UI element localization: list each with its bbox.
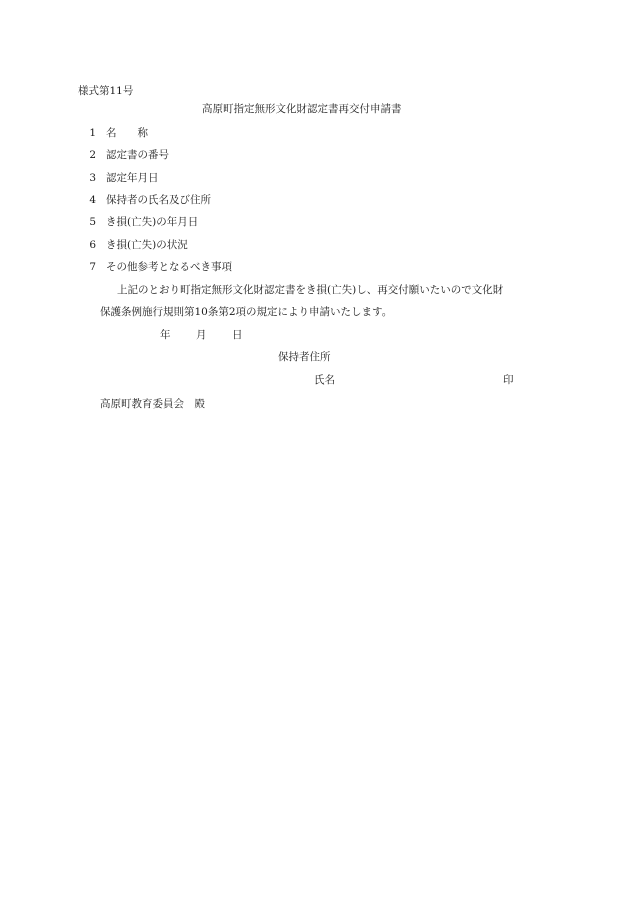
item-number: 6 — [89, 239, 96, 251]
item-label: 保持者の氏名及び住所 — [106, 194, 211, 206]
item-number: 3 — [89, 172, 96, 184]
date-year-label: 年 — [160, 329, 171, 341]
date-month-label: 月 — [196, 329, 207, 341]
item-number: 2 — [89, 149, 96, 161]
item-label: 名 称 — [106, 127, 148, 139]
body-text-line-1: 上記のとおり町指定無形文化財認定書をき損(亡失)し、再交付願いたいので文化財 — [117, 284, 504, 296]
item-label: 認定年月日 — [106, 172, 159, 184]
document-title: 高原町指定無形文化財認定書再交付申請書 — [202, 103, 402, 115]
item-label: き損(亡失)の年月日 — [106, 216, 199, 228]
body-text-line-2: 保護条例施行規則第10条第2項の規定により申請いたします。 — [100, 306, 393, 318]
item-label: その他参考となるべき事項 — [106, 261, 232, 273]
seal-mark: 印 — [503, 374, 514, 386]
applicant-name-label: 氏名 — [314, 374, 335, 386]
item-label: 認定書の番号 — [106, 149, 169, 161]
applicant-address-label: 保持者住所 — [278, 351, 331, 363]
item-label: き損(亡失)の状況 — [106, 239, 188, 251]
item-number: 1 — [89, 127, 96, 139]
item-number: 5 — [89, 216, 96, 228]
date-day-label: 日 — [232, 329, 243, 341]
item-number: 4 — [89, 194, 96, 206]
form-number: 様式第11号 — [78, 85, 134, 97]
item-number: 7 — [89, 261, 96, 273]
addressee: 高原町教育委員会 殿 — [100, 398, 205, 410]
